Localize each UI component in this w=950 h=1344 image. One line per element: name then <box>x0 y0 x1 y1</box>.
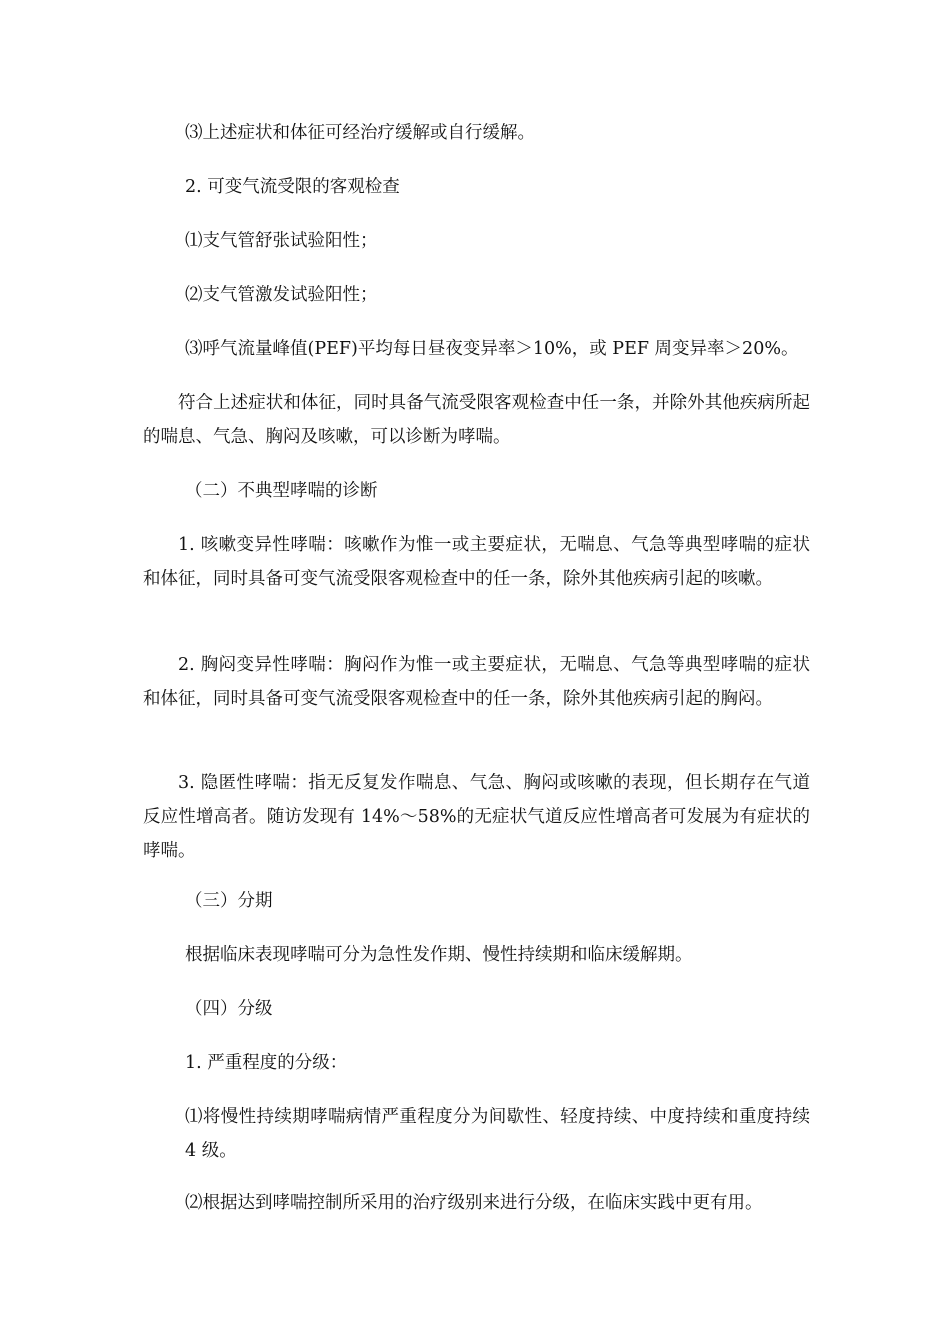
item-pef-variability: ⑶呼气流量峰值(PEF)平均每日昼夜变异率＞10%，或 PEF 周变异率＞20%。 <box>185 339 799 359</box>
item-bronchodilation-test: ⑴支气管舒张试验阳性； <box>185 231 378 251</box>
heading-staging: （三）分期 <box>185 891 273 911</box>
paragraph-occult-asthma: 3. 隐匿性哮喘：指无反复发作喘息、气急、胸闷或咳嗽的表现，但长期存在气道反应性增高者。随访发现有 14%～58%的无症状气道反应性增高者可发展为有症状的哮喘。 <box>143 773 810 861</box>
item-severity-four-levels: ⑴将慢性持续期哮喘病情严重程度分为间歇性、轻度持续、中度持续和重度持续 4 级。 <box>185 1107 810 1161</box>
item-bronchial-provocation-test: ⑵支气管激发试验阳性； <box>185 285 378 305</box>
heading-grading: （四）分级 <box>185 999 273 1019</box>
line-symptoms-relief: ⑶上述症状和体征可经治疗缓解或自行缓解。 <box>185 123 535 143</box>
paragraph-staging-description: 根据临床表现哮喘可分为急性发作期、慢性持续期和临床缓解期。 <box>185 945 693 965</box>
paragraph-diagnosis-criteria: 符合上述症状和体征，同时具备气流受限客观检查中任一条，并除外其他疾病所起的喘息、气急、胸闷及咳嗽，可以诊断为哮喘。 <box>143 393 810 447</box>
paragraph-cough-variant-asthma: 1. 咳嗽变异性哮喘：咳嗽作为惟一或主要症状，无喘息、气急等典型哮喘的症状和体征，同时具备可变气流受限客观检查中的任一条，除外其他疾病引起的咳嗽。 <box>143 535 810 589</box>
heading-severity-grading: 1. 严重程度的分级： <box>185 1053 348 1073</box>
heading-atypical-asthma: （二）不典型哮喘的诊断 <box>185 481 378 501</box>
paragraph-chest-tightness-variant-asthma: 2. 胸闷变异性哮喘：胸闷作为惟一或主要症状，无喘息、气急等典型哮喘的症状和体征，同时具备可变气流受限客观检查中的任一条，除外其他疾病引起的胸闷。 <box>143 655 810 709</box>
heading-variable-airflow: 2. 可变气流受限的客观检查 <box>185 177 400 197</box>
item-treatment-level-grading: ⑵根据达到哮喘控制所采用的治疗级别来进行分级，在临床实践中更有用。 <box>185 1193 763 1213</box>
